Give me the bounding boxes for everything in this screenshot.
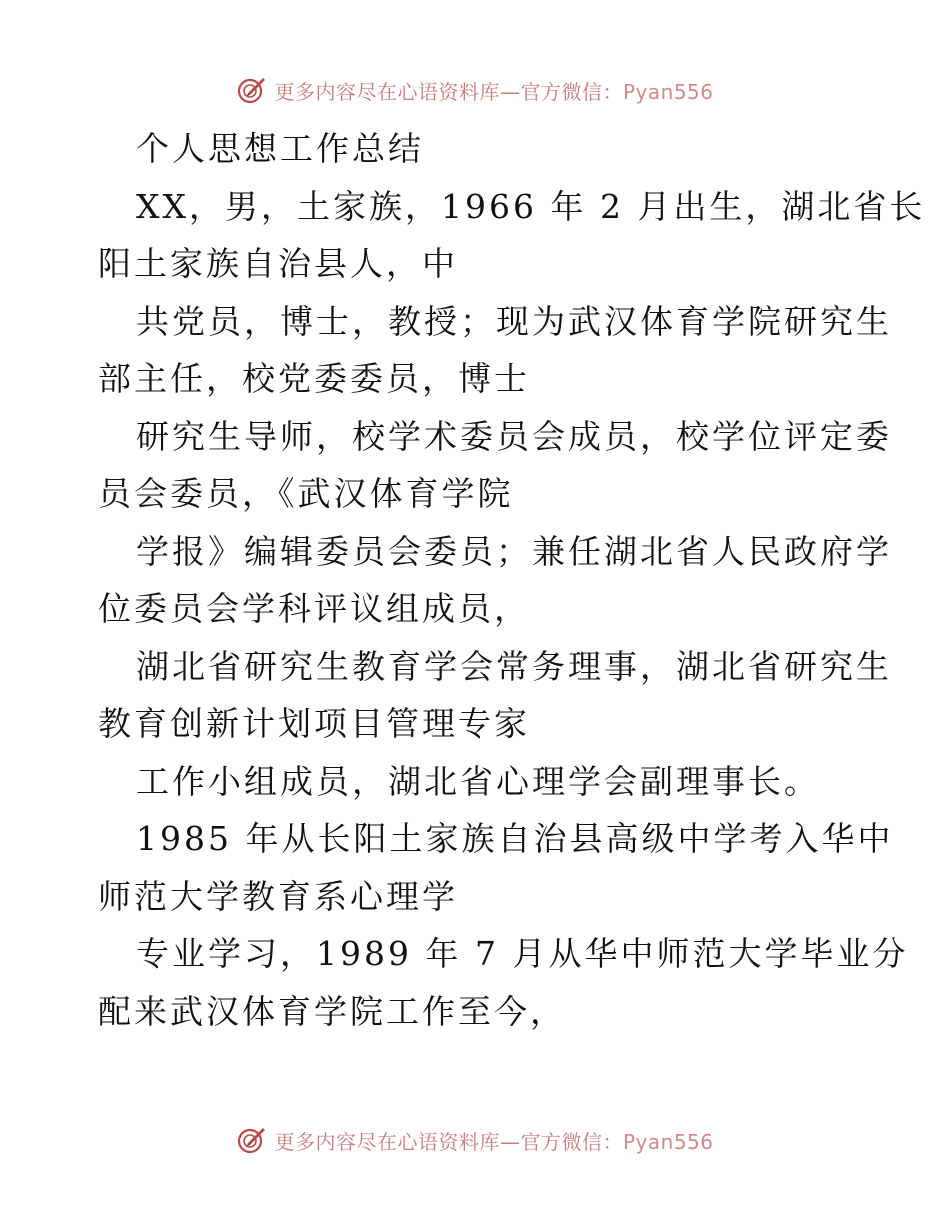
doc-line: 配来武汉体育学院工作至今， bbox=[98, 991, 566, 1031]
document-body bbox=[98, 120, 926, 1040]
doc-line: 位委员会学科评议组成员， bbox=[98, 589, 530, 628]
header-banner-label: 更多内容尽在心语资料库—官方微信： bbox=[274, 79, 623, 104]
footer-banner[interactable] bbox=[0, 1120, 950, 1160]
doc-title: 个人思想工作总结 bbox=[136, 129, 424, 168]
header-banner-wechat-id: Pyan556 bbox=[622, 79, 714, 104]
doc-line: 学报》编辑委员会委员；兼任湖北省人民政府学 bbox=[136, 531, 892, 571]
header-banner-text bbox=[274, 76, 713, 105]
header-banner[interactable] bbox=[0, 70, 950, 110]
doc-line: 工作小组成员，湖北省心理学会副理事长。 bbox=[136, 761, 820, 801]
doc-line: 湖北省研究生教育学会常务理事，湖北省研究生 bbox=[136, 646, 892, 686]
doc-line: 教育创新计划项目管理专家 bbox=[98, 704, 530, 743]
footer-banner-text bbox=[274, 1126, 713, 1155]
footer-banner-wechat-id: Pyan556 bbox=[622, 1129, 714, 1154]
pen-swirl-logo-icon bbox=[236, 74, 268, 106]
doc-line: 部主任，校党委委员，博士 bbox=[98, 359, 530, 398]
doc-line: 专业学习，1989 年 7 月从华中师范大学毕业分 bbox=[136, 934, 909, 973]
doc-line: 研究生导师，校学术委员会成员，校学位评定委 bbox=[136, 416, 892, 456]
doc-line: 阳土家族自治县人，中 bbox=[98, 244, 458, 283]
doc-line: 师范大学教育系心理学 bbox=[98, 876, 458, 916]
doc-line: 1985 年从长阳土家族自治县高级中学考入华中 bbox=[136, 819, 894, 858]
pen-swirl-logo-icon bbox=[236, 1124, 268, 1156]
footer-banner-label: 更多内容尽在心语资料库—官方微信： bbox=[274, 1129, 623, 1154]
doc-line: XX，男，土家族，1966 年 2 月出生，湖北省长 bbox=[136, 186, 926, 226]
doc-line: 共党员，博士，教授；现为武汉体育学院研究生 bbox=[136, 301, 892, 341]
doc-line: 员会委员，《武汉体育学院 bbox=[98, 474, 514, 513]
